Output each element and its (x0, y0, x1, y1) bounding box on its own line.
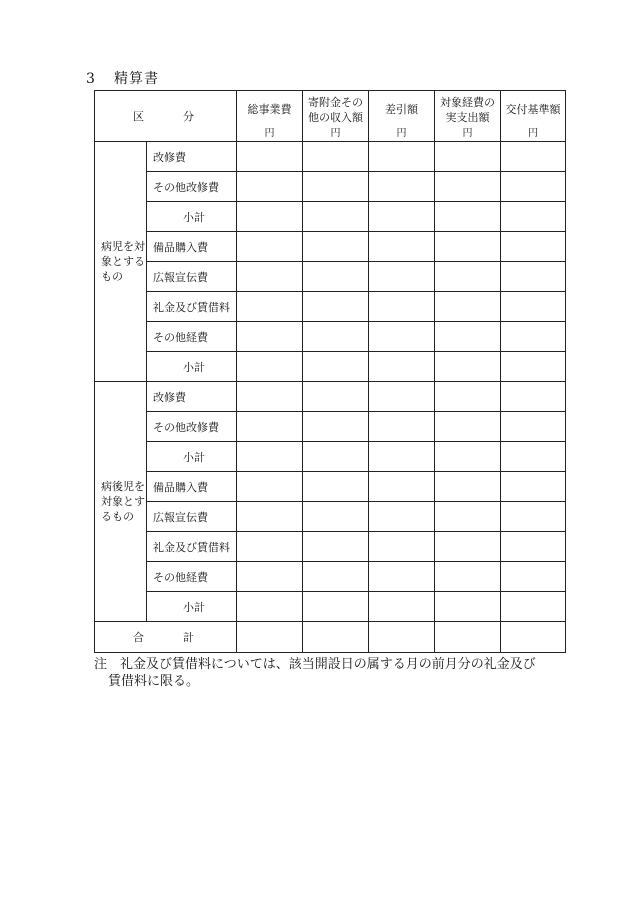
row-item-label: 礼金及び賃借料 (147, 532, 237, 562)
row-item-label: その他経費 (147, 562, 237, 592)
amount-cell[interactable] (237, 292, 303, 322)
header-label: 総事業費 (247, 103, 292, 116)
row-item-label: 広報宣伝費 (147, 262, 237, 292)
row-item-label: 小計 (147, 442, 237, 472)
row-item-label: 広報宣伝費 (147, 502, 237, 532)
amount-cell[interactable] (369, 592, 435, 622)
amount-cell[interactable] (369, 262, 435, 292)
amount-cell[interactable] (237, 322, 303, 352)
amount-cell[interactable] (303, 262, 369, 292)
amount-cell[interactable] (237, 412, 303, 442)
amount-cell[interactable] (303, 232, 369, 262)
amount-cell[interactable] (435, 412, 501, 442)
amount-cell[interactable] (237, 382, 303, 412)
amount-cell[interactable] (369, 532, 435, 562)
amount-cell[interactable] (303, 442, 369, 472)
amount-cell[interactable] (435, 202, 501, 232)
header-grant-standard (501, 91, 566, 142)
amount-cell[interactable] (237, 172, 303, 202)
total-amount-cell[interactable] (369, 622, 435, 653)
amount-cell[interactable] (369, 412, 435, 442)
amount-cell[interactable] (369, 472, 435, 502)
group-label-text: 病児を対象とするもの (101, 240, 145, 283)
group-label (95, 382, 147, 622)
table-row (95, 382, 566, 412)
amount-cell[interactable] (303, 292, 369, 322)
row-item-label: 小計 (147, 592, 237, 622)
amount-cell[interactable] (369, 352, 435, 382)
table-row (95, 352, 566, 382)
row-item-label: 小計 (147, 352, 237, 382)
amount-cell[interactable] (435, 472, 501, 502)
header-label: 差引額 (385, 103, 418, 116)
amount-cell[interactable] (237, 202, 303, 232)
header-actual-expenditure (435, 91, 501, 142)
amount-cell[interactable] (501, 232, 566, 262)
total-label: 合 計 (95, 622, 237, 653)
amount-cell[interactable] (501, 472, 566, 502)
amount-cell[interactable] (501, 502, 566, 532)
amount-cell[interactable] (435, 382, 501, 412)
row-item-label: その他経費 (147, 322, 237, 352)
amount-cell[interactable] (237, 472, 303, 502)
header-label: 対象経費の (440, 96, 495, 109)
header-row (95, 91, 566, 142)
amount-cell[interactable] (369, 502, 435, 532)
amount-cell[interactable] (237, 232, 303, 262)
footnote-prefix: 注 (94, 657, 108, 672)
header-kubun: 区 分 (95, 91, 237, 142)
amount-cell[interactable] (501, 262, 566, 292)
amount-cell[interactable] (303, 532, 369, 562)
table-row (95, 412, 566, 442)
amount-cell[interactable] (501, 412, 566, 442)
header-label-2: 他の収入額 (308, 111, 363, 124)
amount-cell[interactable] (369, 202, 435, 232)
row-item-label: 備品購入費 (147, 472, 237, 502)
header-label: 寄附金その (308, 96, 363, 109)
row-item-label: その他改修費 (147, 172, 237, 202)
table-row (95, 322, 566, 352)
amount-cell[interactable] (369, 382, 435, 412)
amount-cell[interactable] (501, 592, 566, 622)
amount-cell[interactable] (369, 292, 435, 322)
amount-cell[interactable] (303, 142, 369, 172)
amount-cell[interactable] (435, 142, 501, 172)
table-row (95, 532, 566, 562)
amount-cell[interactable] (303, 322, 369, 352)
table-row (95, 292, 566, 322)
amount-cell[interactable] (237, 442, 303, 472)
amount-cell[interactable] (369, 322, 435, 352)
amount-cell[interactable] (303, 382, 369, 412)
amount-cell[interactable] (303, 172, 369, 202)
header-difference (369, 91, 435, 142)
row-item-label: その他改修費 (147, 412, 237, 442)
amount-cell[interactable] (237, 532, 303, 562)
amount-cell[interactable] (303, 472, 369, 502)
amount-cell[interactable] (303, 352, 369, 382)
footnote (94, 656, 569, 690)
section-title (86, 68, 159, 88)
table-row (95, 592, 566, 622)
amount-cell[interactable] (435, 352, 501, 382)
row-item-label: 改修費 (147, 382, 237, 412)
header-label: 交付基準額 (505, 103, 561, 116)
amount-cell[interactable] (237, 592, 303, 622)
amount-cell[interactable] (237, 142, 303, 172)
amount-cell[interactable] (369, 142, 435, 172)
amount-cell[interactable] (501, 382, 566, 412)
amount-cell[interactable] (303, 562, 369, 592)
header-unit: 円 (330, 128, 341, 139)
table-row (95, 172, 566, 202)
total-amount-cell[interactable] (435, 622, 501, 653)
row-item-label: 改修費 (147, 142, 237, 172)
amount-cell[interactable] (303, 202, 369, 232)
amount-cell[interactable] (435, 502, 501, 532)
total-row (95, 622, 566, 653)
table-row (95, 202, 566, 232)
section-number: 3 (86, 71, 96, 87)
amount-cell[interactable] (435, 262, 501, 292)
amount-cell[interactable] (237, 262, 303, 292)
group-label-text: 病後児を対象とするもの (101, 480, 145, 523)
amount-cell[interactable] (369, 442, 435, 472)
amount-cell[interactable] (435, 442, 501, 472)
header-unit: 円 (396, 128, 407, 139)
amount-cell[interactable] (369, 172, 435, 202)
row-item-label: 小計 (147, 202, 237, 232)
amount-cell[interactable] (501, 292, 566, 322)
table-row (95, 502, 566, 532)
amount-cell[interactable] (369, 562, 435, 592)
table-row (95, 562, 566, 592)
row-item-label: 礼金及び賃借料 (147, 292, 237, 322)
amount-cell[interactable] (303, 502, 369, 532)
amount-cell[interactable] (501, 352, 566, 382)
amount-cell[interactable] (237, 562, 303, 592)
total-amount-cell[interactable] (237, 622, 303, 653)
total-amount-cell[interactable] (303, 622, 369, 653)
table-row (95, 442, 566, 472)
amount-cell[interactable] (435, 232, 501, 262)
amount-cell[interactable] (501, 322, 566, 352)
header-unit: 円 (528, 128, 538, 139)
group-label (95, 142, 147, 382)
header-unit: 円 (264, 128, 275, 139)
table-row (95, 142, 566, 172)
footnote-line1: 礼金及び賃借料については、該当開設日の属する月の前月分の礼金及び (120, 657, 536, 672)
amount-cell[interactable] (369, 232, 435, 262)
amount-cell[interactable] (237, 352, 303, 382)
amount-cell[interactable] (435, 172, 501, 202)
footnote-line2: 賃借料に限る。 (108, 674, 200, 689)
amount-cell[interactable] (501, 202, 566, 232)
amount-cell[interactable] (237, 502, 303, 532)
amount-cell[interactable] (501, 442, 566, 472)
amount-cell[interactable] (303, 412, 369, 442)
row-item-label: 備品購入費 (147, 232, 237, 262)
amount-cell[interactable] (501, 562, 566, 592)
amount-cell[interactable] (501, 532, 566, 562)
header-label-2: 実支出額 (445, 111, 490, 124)
amount-cell[interactable] (435, 322, 501, 352)
amount-cell[interactable] (435, 562, 501, 592)
section-title-text: 精算書 (114, 71, 159, 87)
amount-cell[interactable] (435, 532, 501, 562)
total-amount-cell[interactable] (501, 622, 566, 653)
amount-cell[interactable] (435, 592, 501, 622)
table-row (95, 232, 566, 262)
amount-cell[interactable] (501, 172, 566, 202)
settlement-table (94, 90, 566, 653)
amount-cell[interactable] (435, 292, 501, 322)
header-total-cost (237, 91, 303, 142)
amount-cell[interactable] (303, 592, 369, 622)
header-donation-income (303, 91, 369, 142)
amount-cell[interactable] (501, 142, 566, 172)
table-row (95, 262, 566, 292)
header-unit: 円 (462, 128, 473, 139)
table-row (95, 472, 566, 502)
